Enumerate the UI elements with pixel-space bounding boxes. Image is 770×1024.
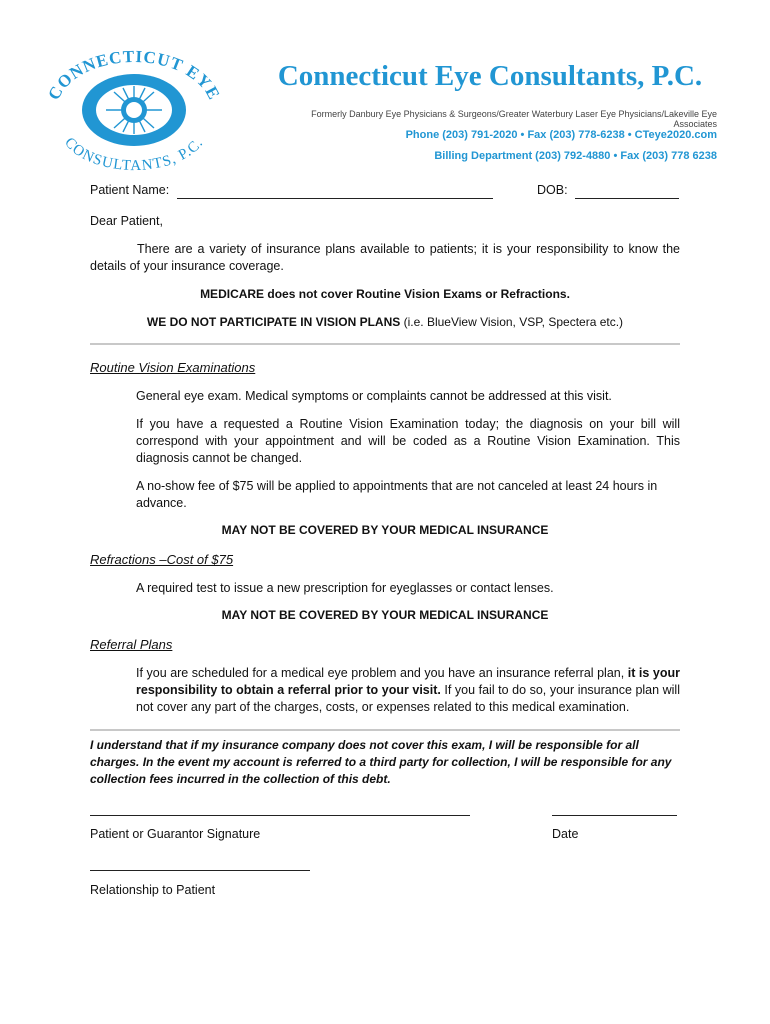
patient-name-field	[90, 182, 493, 199]
routine-coverage-notice: MAY NOT BE COVERED BY YOUR MEDICAL INSURANCE	[221, 523, 549, 537]
section-divider	[90, 343, 680, 345]
referral-text-end: If you fail to do so, your insurance plan will not cover any part of the charges, costs, or expenses related to this medical examination.	[136, 683, 680, 714]
acknowledgement-text: I understand that if my insurance company does not cover this exam, I will be responsible for all charges. In the event my account is referred to a third party for collection, I will be responsible for any collection fees incurred in the collection of this debt.	[90, 738, 672, 786]
dob-label: DOB:	[537, 183, 568, 197]
date-label: Date	[552, 827, 579, 841]
medicare-notice: MEDICARE does not cover Routine Vision Exams or Refractions.	[200, 287, 570, 301]
patient-name-label: Patient Name:	[90, 183, 170, 197]
vision-plans-notice	[90, 315, 680, 329]
patient-name-input-line[interactable]	[177, 198, 493, 199]
vision-plans-bold: WE DO NOT PARTICIPATE IN VISION PLANS	[146, 315, 401, 329]
no-show-fee-paragraph: A no-show fee of $75 will be applied to appointments that are not canceled at least 24 hours in advance.	[136, 479, 658, 510]
dob-input-line[interactable]	[575, 198, 679, 199]
section-divider	[90, 729, 680, 731]
greeting: Dear Patient,	[90, 214, 163, 228]
logo-pupil	[126, 102, 142, 118]
refractions-p1: A required test to issue a new prescription for eyeglasses or contact lenses.	[136, 581, 554, 595]
refractions-coverage-notice: MAY NOT BE COVERED BY YOUR MEDICAL INSURANCE	[221, 608, 549, 622]
routine-exam-p1: General eye exam. Medical symptoms or complaints cannot be addressed at this visit.	[136, 389, 612, 403]
signature-label: Patient or Guarantor Signature	[90, 827, 261, 841]
company-logo	[44, 50, 224, 175]
routine-exam-heading: Routine Vision Examinations	[90, 360, 256, 375]
routine-exam-p2: If you have a requested a Routine Vision Examination today; the diagnosis on your bill will correspond with your appointment and will be coded as a Routine Vision Examination. This diagnosis cannot be changed.	[136, 417, 680, 465]
refractions-heading: Refractions –Cost of $75	[90, 552, 234, 567]
logo-top-text: CONNECTICUT EYE	[44, 50, 224, 104]
referral-paragraph	[136, 665, 680, 716]
dob-field	[537, 182, 679, 199]
referral-heading: Referral Plans	[90, 637, 173, 652]
contact-phone-line: Phone (203) 791-2020 • Fax (203) 778-6238 • CTeye2020.com	[405, 129, 717, 141]
referral-text-start: If you are scheduled for a medical eye problem and you have an insurance referral plan,	[136, 666, 628, 680]
vision-plans-rest: (i.e. BlueView Vision, VSP, Spectera etc.)	[400, 315, 624, 329]
billing-contact-line: Billing Department (203) 792-4880 • Fax (203) 778 6238	[434, 150, 717, 162]
logo-bottom-text: CONSULTANTS, P.C.	[61, 134, 207, 175]
date-line[interactable]	[552, 815, 677, 816]
intro-paragraph: There are a variety of insurance plans available to patients; it is your responsibility to know the details of your insurance coverage.	[90, 242, 680, 273]
signature-line[interactable]	[90, 815, 470, 816]
referral-text-bold: it is your responsibility to obtain a referral prior to your visit.	[136, 666, 680, 697]
former-names: Formerly Danbury Eye Physicians & Surgeons/Greater Waterbury Laser Eye Physicians/Lakeville Eye Associates	[311, 109, 717, 129]
company-name: Connecticut Eye Consultants, P.C.	[277, 60, 703, 92]
relationship-line[interactable]	[90, 870, 310, 871]
relationship-label: Relationship to Patient	[90, 883, 216, 897]
